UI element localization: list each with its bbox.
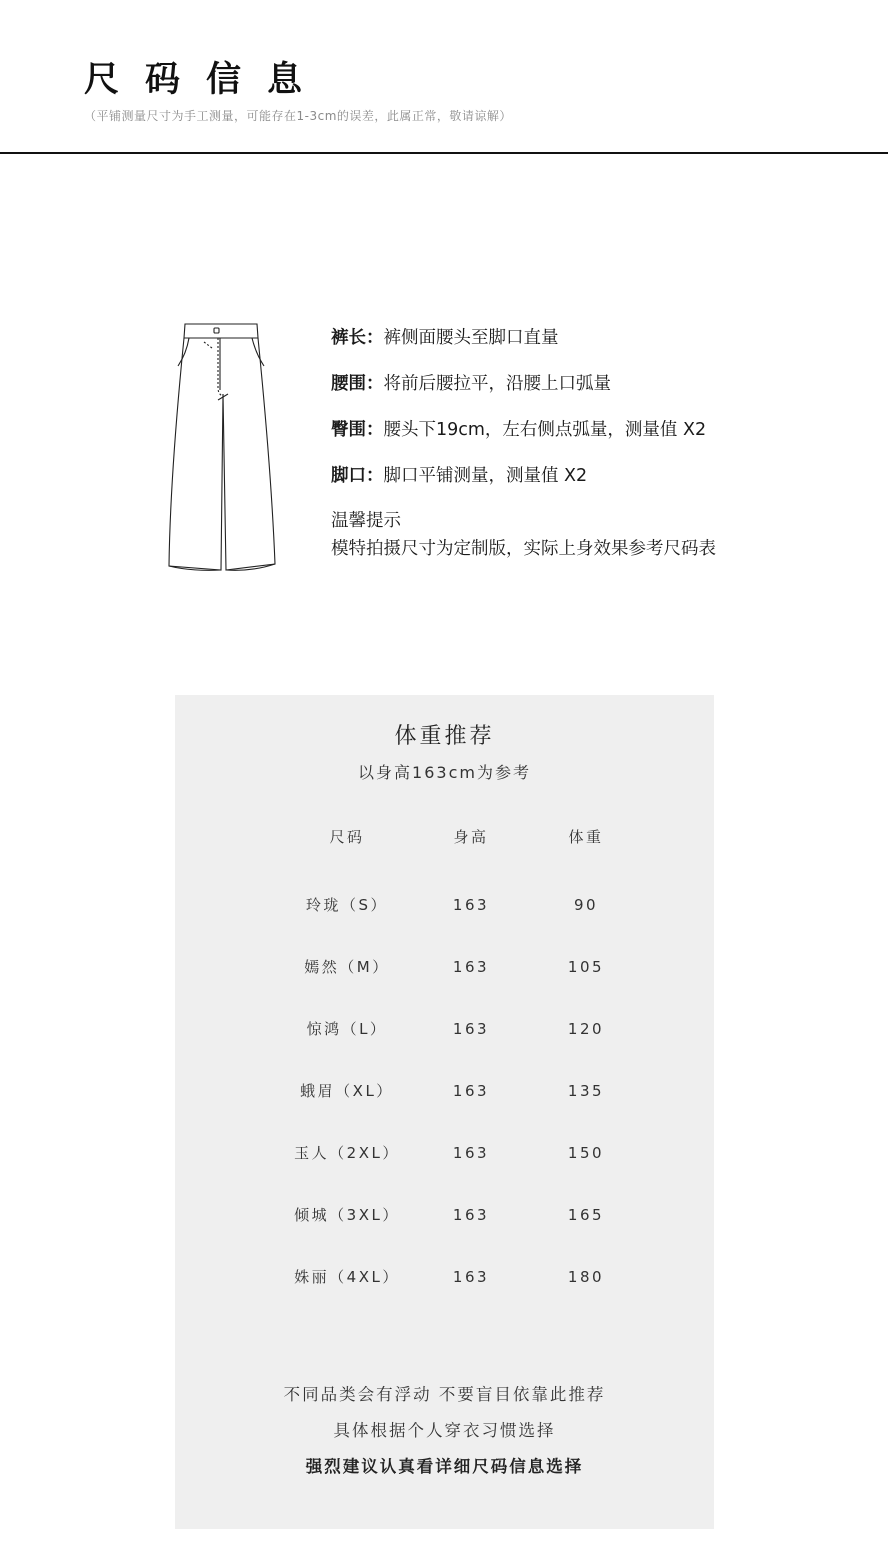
column-header-weight: 体重: [568, 828, 604, 846]
tips-text: 模特拍摄尺寸为定制版，实际上身效果参考尺码表: [331, 539, 716, 559]
height-cell: 163: [452, 1020, 490, 1038]
page-title: 尺码信息: [84, 60, 329, 100]
height-cell: 163: [452, 1144, 490, 1162]
measurement-hem: [331, 464, 851, 510]
height-cell: 163: [452, 896, 490, 914]
table-row: [175, 1017, 714, 1041]
panel-subtitle: 以身高163cm为参考: [358, 763, 531, 782]
column-header-size: 尺码: [329, 828, 365, 846]
table-row: [175, 893, 714, 917]
measurement-hip: [331, 418, 851, 464]
table-row: [175, 955, 714, 979]
weight-recommendation-panel: [175, 695, 714, 1529]
measurement-waist: [331, 372, 851, 418]
height-cell: 163: [452, 1268, 490, 1286]
weight-cell: 120: [567, 1020, 605, 1038]
weight-cell: 135: [567, 1082, 605, 1100]
measurement-text: 脚口平铺测量，测量值 X2: [383, 466, 588, 486]
column-header-height: 身高: [453, 828, 489, 846]
pants-diagram-icon: [160, 318, 284, 580]
tips: [331, 507, 851, 563]
size-cell: 玉人（2XL）: [294, 1144, 400, 1162]
measurement-descriptions: [331, 326, 851, 563]
measurement-length: [331, 326, 851, 372]
measurement-label: 臀围：: [331, 420, 384, 440]
panel-note-emphasis: 强烈建议认真看详细尺码信息选择: [305, 1457, 584, 1476]
measurement-label: 裤长：: [331, 328, 384, 348]
table-row: [175, 1203, 714, 1227]
page-subtitle: （平铺测量尺寸为手工测量，可能存在1-3cm的误差，此属正常，敬请谅解）: [84, 109, 512, 123]
size-cell: 惊鸿（L）: [306, 1020, 388, 1038]
height-cell: 163: [452, 1206, 490, 1224]
size-cell: 玲珑（S）: [305, 896, 389, 914]
table-row: [175, 1141, 714, 1165]
panel-note: 不同品类会有浮动 不要盲目依靠此推荐: [283, 1385, 606, 1404]
measurement-text: 将前后腰拉平，沿腰上口弧量: [383, 374, 611, 394]
weight-cell: 90: [573, 896, 599, 914]
measurement-text: 腰头下19cm，左右侧点弧量，测量值 X2: [383, 420, 707, 440]
weight-cell: 165: [567, 1206, 605, 1224]
measurement-text: 裤侧面腰头至脚口直量: [383, 328, 559, 348]
height-cell: 163: [452, 1082, 490, 1100]
weight-cell: 150: [567, 1144, 605, 1162]
size-cell: 倾城（3XL）: [294, 1206, 400, 1224]
size-cell: 姝丽（4XL）: [294, 1268, 400, 1286]
header-divider: [0, 152, 888, 154]
height-cell: 163: [452, 958, 490, 976]
weight-cell: 180: [567, 1268, 605, 1286]
table-row: [175, 1265, 714, 1289]
table-row: [175, 1079, 714, 1103]
weight-cell: 105: [567, 958, 605, 976]
panel-note: 具体根据个人穿衣习惯选择: [333, 1421, 556, 1440]
size-cell: 蛾眉（XL）: [300, 1082, 394, 1100]
table-header: [175, 825, 714, 849]
tips-heading: 温馨提示: [331, 511, 401, 531]
measurement-label: 腰围：: [331, 374, 384, 394]
measurement-label: 脚口：: [331, 466, 384, 486]
size-cell: 嫣然（M）: [304, 958, 390, 976]
header: [0, 0, 888, 156]
panel-title: 体重推荐: [394, 724, 495, 749]
